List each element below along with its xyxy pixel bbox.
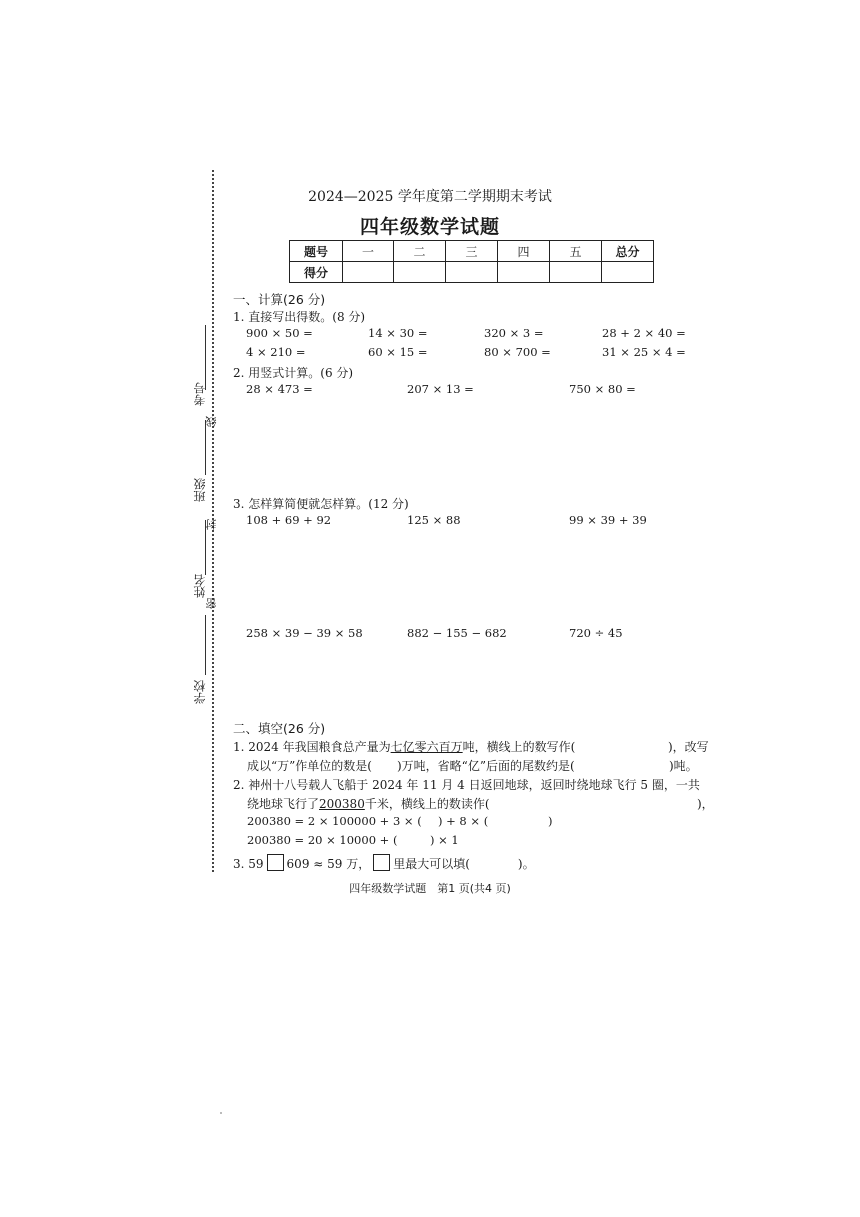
fill-q3-text: 里最大可以填( bbox=[393, 857, 470, 871]
calc-item: 60 × 15 = bbox=[368, 345, 428, 359]
fill-q2-eq-text: ) × 1 bbox=[430, 833, 459, 847]
fill-q3-text: 609 ≈ 59 万， bbox=[286, 857, 371, 871]
score-header-1: 一 bbox=[343, 241, 394, 262]
margin-label-class: 班级 bbox=[193, 478, 207, 502]
fill-q2-eq2 bbox=[247, 833, 507, 847]
calc-item: 320 × 3 = bbox=[484, 326, 544, 340]
fill-q1-text-end: )，改写 bbox=[668, 740, 709, 754]
fill-q3 bbox=[233, 854, 535, 872]
calc-item: 31 × 25 × 4 = bbox=[602, 345, 686, 359]
margin-label-exam-number: 考号 bbox=[193, 382, 207, 406]
q1-3-title: 3. 怎样算简便就怎样算。(12 分) bbox=[233, 497, 409, 511]
margin-label-seal: 封 bbox=[205, 519, 218, 530]
vertical-calc-item: 28 × 473 = bbox=[246, 382, 313, 396]
simplify-item: 882 − 155 − 682 bbox=[407, 626, 507, 640]
fill-q1-text: 吨，横线上的数写作( bbox=[462, 740, 576, 754]
fill-q2-text-end: )， bbox=[697, 797, 714, 811]
score-cell-3[interactable] bbox=[446, 262, 498, 283]
margin-label-school: 学校 bbox=[193, 680, 207, 704]
simplify-item: 258 × 39 − 39 × 58 bbox=[246, 626, 363, 640]
calc-item: 4 × 210 = bbox=[246, 345, 306, 359]
fill-q1-line2 bbox=[247, 757, 717, 774]
fill-q2-eq-text: 200380 = 20 × 10000 + ( bbox=[247, 833, 398, 847]
name-blank-line-1 bbox=[205, 325, 206, 390]
fill-q1-text: 成以“万”作单位的数是( bbox=[247, 759, 372, 773]
score-header-4: 四 bbox=[498, 241, 550, 262]
fill-q2-line1: 2. 神州十八号载人飞船于 2024 年 11 月 4 日返回地球，返回时绕地球飞行 5 圈，一共 bbox=[233, 778, 700, 792]
score-table-header-row bbox=[290, 241, 654, 262]
calc-item: 900 × 50 = bbox=[246, 326, 313, 340]
fill-q3-text: 3. 59 bbox=[233, 857, 264, 871]
calc-item: 28 + 2 × 40 = bbox=[602, 326, 686, 340]
fill-q1-line1 bbox=[233, 738, 713, 755]
fill-q3-text: )。 bbox=[517, 857, 535, 871]
fill-q2-eq-text: 200380 = 2 × 100000 + 3 × ( bbox=[247, 814, 422, 828]
scan-speck bbox=[220, 1112, 222, 1114]
name-blank-line-4 bbox=[205, 615, 206, 675]
fill-q2-eq-text: ) + 8 × ( bbox=[438, 814, 489, 828]
exam-title: 四年级数学试题 bbox=[359, 216, 500, 238]
calc-item: 14 × 30 = bbox=[368, 326, 428, 340]
score-header-2: 二 bbox=[394, 241, 446, 262]
fill-q2-line2 bbox=[247, 795, 717, 812]
fill-q2-underlined: 200380 bbox=[319, 797, 365, 811]
score-cell-5[interactable] bbox=[550, 262, 602, 283]
margin-label-seal-line: 线 bbox=[205, 416, 218, 427]
vertical-calc-item: 750 × 80 = bbox=[569, 382, 636, 396]
section1-heading: 一、计算(26 分) bbox=[233, 292, 326, 307]
q1-2-title: 2. 用竖式计算。(6 分) bbox=[233, 366, 354, 380]
fill-q2-text: 千米，横线上的数读作( bbox=[364, 797, 490, 811]
page-footer: 四年级数学试题 第1 页(共4 页) bbox=[349, 882, 511, 895]
score-table bbox=[289, 240, 654, 283]
simplify-item: 108 + 69 + 92 bbox=[246, 513, 332, 527]
score-table-value-row bbox=[290, 262, 654, 283]
section2-heading: 二、填空(26 分) bbox=[233, 721, 326, 736]
q1-1-title: 1. 直接写出得数。(8 分) bbox=[233, 310, 366, 324]
exam-subtitle: 2024—2025 学年度第二学期期末考试 bbox=[308, 189, 552, 205]
fill-q1-text: )万吨，省略“亿”后面的尾数约是( bbox=[397, 759, 575, 773]
margin-label-secret: 密 bbox=[205, 598, 218, 609]
score-cell-2[interactable] bbox=[394, 262, 446, 283]
score-cell-1[interactable] bbox=[343, 262, 394, 283]
score-header-3: 三 bbox=[446, 241, 498, 262]
score-cell-total[interactable] bbox=[602, 262, 654, 283]
calc-item: 80 × 700 = bbox=[484, 345, 551, 359]
name-blank-line-2 bbox=[205, 420, 206, 475]
fill-q1-underlined: 七亿零六百万 bbox=[390, 740, 463, 754]
fill-q2-eq1 bbox=[247, 814, 577, 828]
vertical-calc-item: 207 × 13 = bbox=[407, 382, 474, 396]
simplify-item: 99 × 39 + 39 bbox=[569, 513, 647, 527]
simplify-item: 720 ÷ 45 bbox=[569, 626, 623, 640]
score-cell-4[interactable] bbox=[498, 262, 550, 283]
score-header-5: 五 bbox=[550, 241, 602, 262]
answer-box[interactable] bbox=[267, 854, 284, 871]
answer-box[interactable] bbox=[373, 854, 390, 871]
score-header-total: 总分 bbox=[602, 241, 654, 262]
fill-q2-eq-text: ) bbox=[548, 814, 553, 828]
score-header-label: 题号 bbox=[290, 241, 343, 262]
simplify-item: 125 × 88 bbox=[407, 513, 461, 527]
fill-q1-text: )吨。 bbox=[669, 759, 698, 773]
score-row-label: 得分 bbox=[290, 262, 343, 283]
fill-q2-text: 绕地球飞行了 bbox=[247, 797, 320, 811]
margin-label-name: 姓名 bbox=[193, 574, 207, 598]
fill-q1-text: 1. 2024 年我国粮食总产量为 bbox=[233, 740, 391, 754]
